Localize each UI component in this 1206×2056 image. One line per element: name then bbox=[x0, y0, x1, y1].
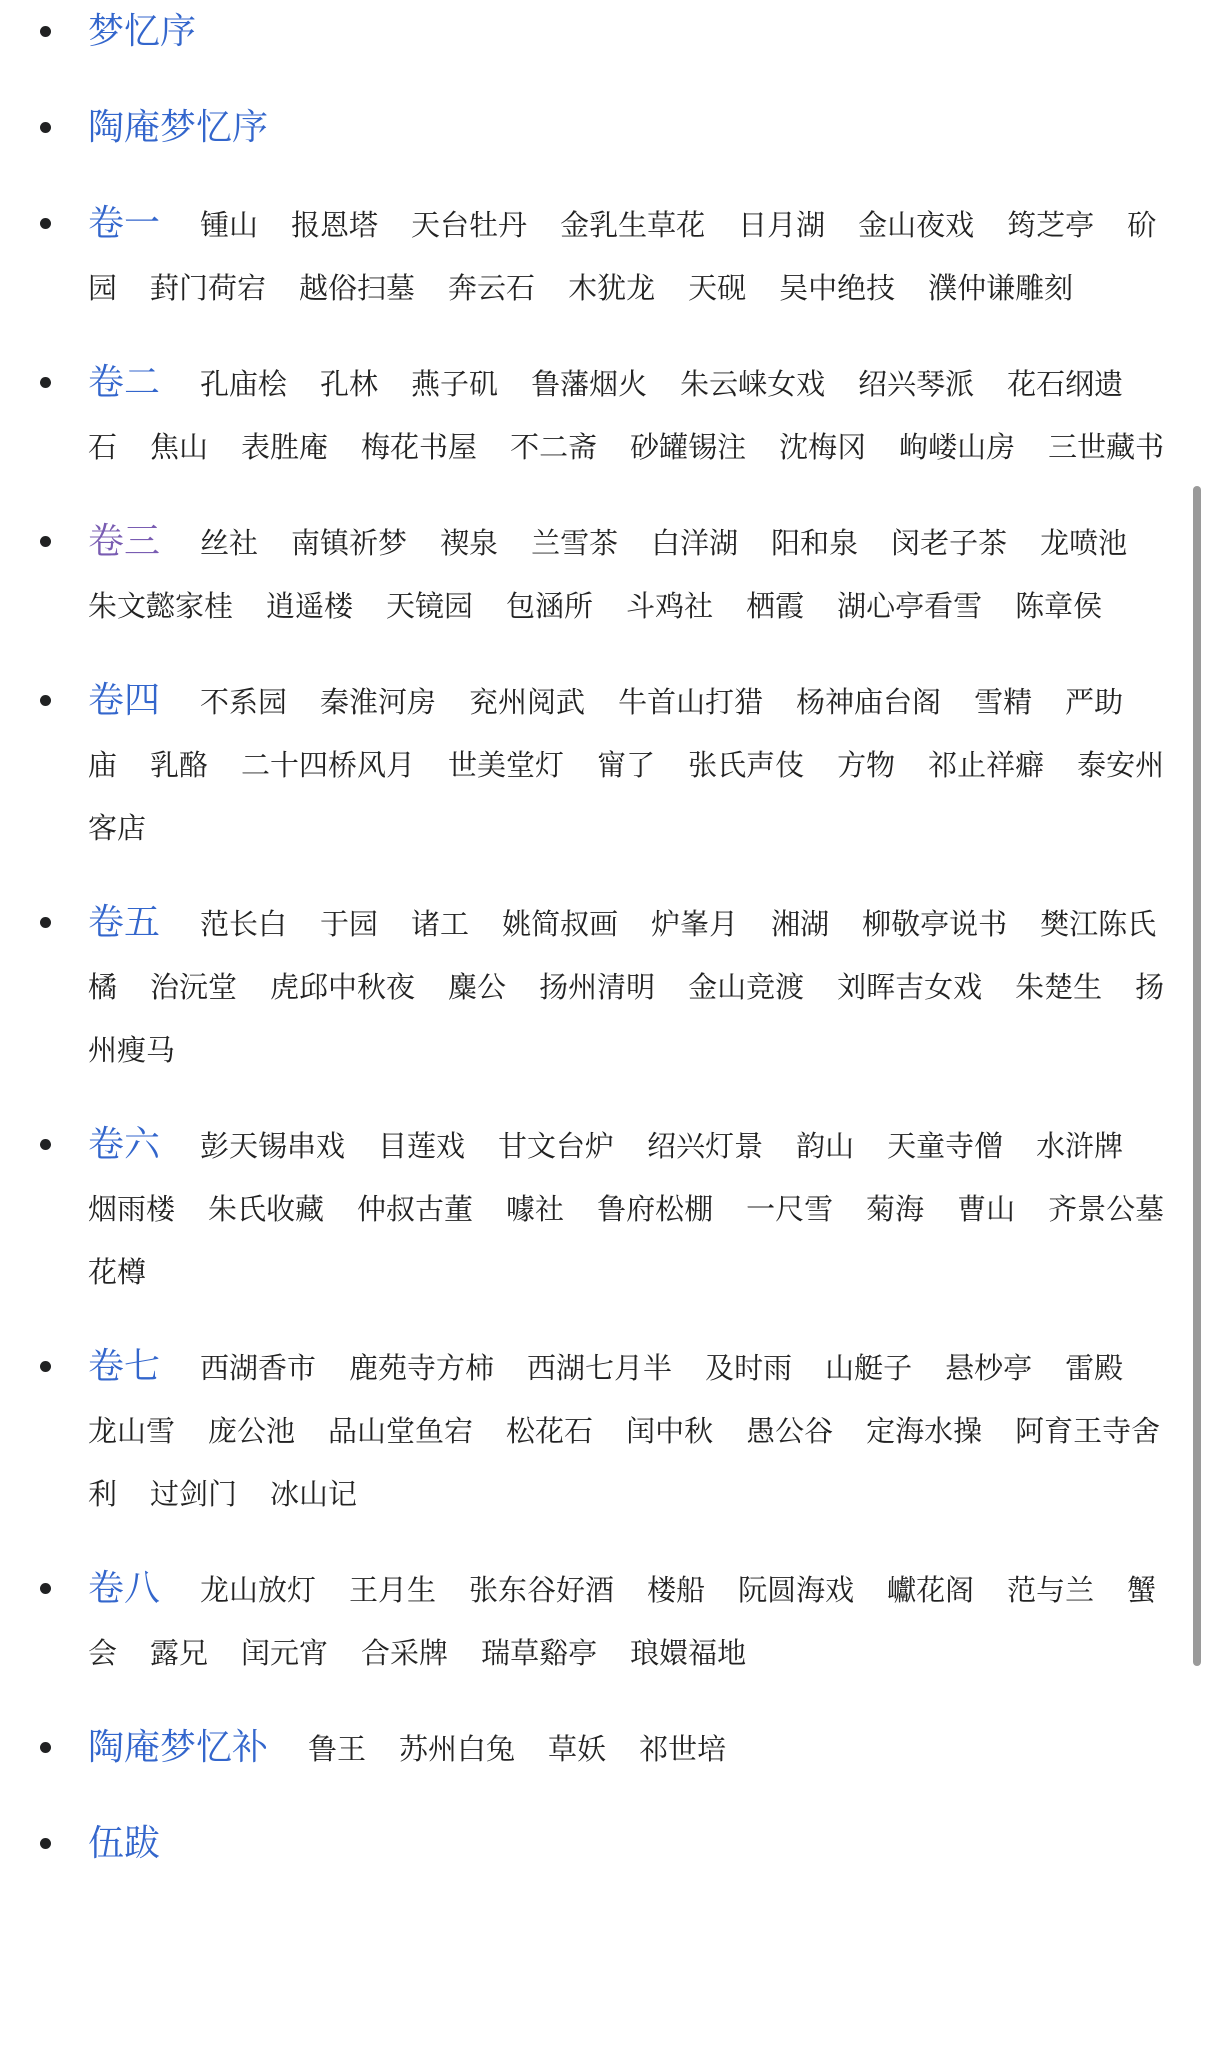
chapter-title: 过剑门 bbox=[150, 1477, 238, 1511]
chapter-title: 悬杪亭 bbox=[945, 1351, 1033, 1385]
chapter-title: 金乳生草花 bbox=[560, 208, 706, 242]
chapter-title: 姚简叔画 bbox=[502, 907, 619, 941]
chapter-title: 木犹龙 bbox=[568, 271, 656, 305]
chapter-title: 金山夜戏 bbox=[858, 208, 975, 242]
chapter-title: 露兄 bbox=[150, 1636, 209, 1670]
chapter-title: 秦淮河房 bbox=[320, 685, 437, 719]
chapter-title: 表胜庵 bbox=[241, 430, 329, 464]
chapter-title: 烟雨楼 bbox=[88, 1192, 176, 1226]
toc-item bbox=[0, 351, 1206, 479]
chapter-title: 不系园 bbox=[200, 685, 288, 719]
chapter-title: 松花石 bbox=[506, 1414, 594, 1448]
list-bullet-icon bbox=[40, 1742, 51, 1753]
chapter-title: 张氏声伎 bbox=[688, 748, 805, 782]
chapter-title: 三世藏书 bbox=[1048, 430, 1165, 464]
chapter-title: 朱氏收藏 bbox=[208, 1192, 325, 1226]
chapter-title: 砂罐锡注 bbox=[630, 430, 747, 464]
chapter-title: 鲁府松棚 bbox=[597, 1192, 714, 1226]
list-bullet-icon bbox=[40, 218, 51, 229]
chapter-title: 吴中绝技 bbox=[779, 271, 896, 305]
list-bullet-icon bbox=[40, 122, 51, 133]
chapter-title: 焦山 bbox=[150, 430, 209, 464]
chapter-title: 山艇子 bbox=[825, 1351, 913, 1385]
chapter-title: 阳和泉 bbox=[771, 526, 859, 560]
chapter-title: 鲁藩烟火 bbox=[531, 367, 648, 401]
chapter-title: 龙喷池 bbox=[1040, 526, 1128, 560]
list-bullet-icon bbox=[40, 536, 51, 547]
chapter-title: 绍兴琴派 bbox=[858, 367, 975, 401]
chapter-title: 斗鸡社 bbox=[626, 589, 714, 623]
chapter-title: 鲁王 bbox=[308, 1732, 367, 1766]
chapter-title: 砎园 bbox=[88, 208, 1157, 305]
chapter-title: 龙山放灯 bbox=[200, 1573, 317, 1607]
chapter-title: 锺山 bbox=[200, 208, 259, 242]
chapter-title: 禊泉 bbox=[440, 526, 499, 560]
toc-item bbox=[0, 96, 1206, 161]
toc-item bbox=[0, 0, 1206, 65]
chapter-title: 泰安州客店 bbox=[88, 748, 1165, 845]
volume-link[interactable]: 卷二 bbox=[88, 362, 161, 403]
chapter-title: 兖州阅武 bbox=[469, 685, 586, 719]
chapter-title: 楼船 bbox=[647, 1573, 706, 1607]
chapter-title: 越俗扫墓 bbox=[299, 271, 416, 305]
chapter-title: 沈梅冈 bbox=[779, 430, 867, 464]
chapter-title: 雪精 bbox=[974, 685, 1033, 719]
chapter-title: 日月湖 bbox=[738, 208, 826, 242]
chapter-title: 目莲戏 bbox=[378, 1129, 466, 1163]
chapter-title: 阿育王寺舍利 bbox=[88, 1414, 1161, 1511]
chapter-title: 奔云石 bbox=[448, 271, 536, 305]
chapter-title: 诸工 bbox=[411, 907, 470, 941]
chapter-title: 刘晖吉女戏 bbox=[837, 970, 983, 1004]
chapter-title: 湘湖 bbox=[771, 907, 830, 941]
chapter-title: 张东谷好酒 bbox=[469, 1573, 615, 1607]
chapter-title: 品山堂鱼宕 bbox=[328, 1414, 474, 1448]
chapter-title: 庞公池 bbox=[208, 1414, 296, 1448]
list-bullet-icon bbox=[40, 377, 51, 388]
chapter-title: 葑门荷宕 bbox=[150, 271, 267, 305]
chapter-title: 孔林 bbox=[320, 367, 379, 401]
chapter-title: 蟹会 bbox=[88, 1573, 1157, 1670]
chapter-title: 天童寺僧 bbox=[887, 1129, 1004, 1163]
volume-link[interactable]: 卷五 bbox=[88, 902, 161, 943]
chapter-title: 虎邱中秋夜 bbox=[270, 970, 416, 1004]
chapter-title: 甘文台炉 bbox=[498, 1129, 615, 1163]
chapter-title: 王月生 bbox=[349, 1573, 437, 1607]
chapter-title: 草妖 bbox=[548, 1732, 607, 1766]
chapter-title: 天台牡丹 bbox=[411, 208, 528, 242]
chapter-title: 天镜园 bbox=[386, 589, 474, 623]
chapter-title: 方物 bbox=[837, 748, 896, 782]
chapter-title: 报恩塔 bbox=[291, 208, 379, 242]
chapter-title: 栖霞 bbox=[746, 589, 805, 623]
chapter-title: 噱社 bbox=[506, 1192, 565, 1226]
chapter-title: 天砚 bbox=[688, 271, 747, 305]
vertical-scrollbar[interactable] bbox=[1193, 486, 1201, 1666]
chapter-title: 苏州白兔 bbox=[399, 1732, 516, 1766]
chapter-title: 范长白 bbox=[200, 907, 288, 941]
chapter-title: 西湖香市 bbox=[200, 1351, 317, 1385]
toc-item bbox=[0, 510, 1206, 638]
volume-link[interactable]: 卷六 bbox=[88, 1124, 161, 1165]
chapter-title: 扬州清明 bbox=[539, 970, 656, 1004]
chapter-title: 冰山记 bbox=[270, 1477, 358, 1511]
chapter-title: 朱楚生 bbox=[1015, 970, 1103, 1004]
chapter-title: 濮仲谦雕刻 bbox=[928, 271, 1074, 305]
chapter-title: 朱文懿家桂 bbox=[88, 589, 234, 623]
chapter-title: 鹿苑寺方柿 bbox=[349, 1351, 495, 1385]
chapter-title: 丝社 bbox=[200, 526, 259, 560]
chapter-title: 一尺雪 bbox=[746, 1192, 834, 1226]
chapter-title: 愚公谷 bbox=[746, 1414, 834, 1448]
chapter-title: 菊海 bbox=[866, 1192, 925, 1226]
list-bullet-icon bbox=[40, 695, 51, 706]
chapter-title: 牛首山打猎 bbox=[618, 685, 764, 719]
chapter-title: 琅嬛福地 bbox=[630, 1636, 747, 1670]
toc-item bbox=[0, 891, 1206, 1082]
list-bullet-icon bbox=[40, 1361, 51, 1372]
chapter-title: 花石纲遗石 bbox=[88, 367, 1124, 464]
chapter-title: 曹山 bbox=[957, 1192, 1016, 1226]
list-bullet-icon bbox=[40, 1838, 51, 1849]
chapter-title: 闰中秋 bbox=[626, 1414, 714, 1448]
volume-link[interactable]: 伍跋 bbox=[88, 1823, 161, 1864]
chapter-title: 闰元宵 bbox=[241, 1636, 329, 1670]
chapter-title: 祁世培 bbox=[639, 1732, 727, 1766]
toc-item bbox=[0, 669, 1206, 860]
chapter-title: 湖心亭看雪 bbox=[837, 589, 983, 623]
chapter-title: 樊江陈氏橘 bbox=[88, 907, 1157, 1004]
chapter-title: 治沅堂 bbox=[150, 970, 238, 1004]
chapter-title: 西湖七月半 bbox=[527, 1351, 673, 1385]
chapter-title: 朱云崃女戏 bbox=[680, 367, 826, 401]
volume-link[interactable]: 卷三 bbox=[88, 521, 161, 562]
chapter-title: 仲叔古董 bbox=[357, 1192, 474, 1226]
chapter-title: 祁止祥癖 bbox=[928, 748, 1045, 782]
chapter-title: 严助庙 bbox=[88, 685, 1124, 782]
chapter-title: 闵老子茶 bbox=[891, 526, 1008, 560]
toc-item bbox=[0, 1335, 1206, 1526]
chapter-title: 阮圆海戏 bbox=[738, 1573, 855, 1607]
chapter-title: 扬州瘦马 bbox=[88, 970, 1165, 1067]
chapter-title: 兰雪茶 bbox=[531, 526, 619, 560]
chapter-title: 筠芝亭 bbox=[1007, 208, 1095, 242]
chapter-title: 南镇祈梦 bbox=[291, 526, 408, 560]
chapter-title: 绍兴灯景 bbox=[647, 1129, 764, 1163]
chapter-title: 不二斋 bbox=[510, 430, 598, 464]
volume-link[interactable]: 卷七 bbox=[88, 1346, 161, 1387]
list-bullet-icon bbox=[40, 917, 51, 928]
toc-item bbox=[0, 1716, 1206, 1781]
volume-link[interactable]: 陶庵梦忆序 bbox=[88, 107, 269, 148]
chapter-title: 乳酪 bbox=[150, 748, 209, 782]
chapter-title: 合采牌 bbox=[361, 1636, 449, 1670]
toc-item bbox=[0, 1113, 1206, 1304]
chapter-title: 于园 bbox=[320, 907, 379, 941]
chapter-title: 杨神庙台阁 bbox=[796, 685, 942, 719]
chapter-title: 巘花阁 bbox=[887, 1573, 975, 1607]
volume-link[interactable]: 陶庵梦忆补 bbox=[88, 1727, 269, 1768]
chapter-title: 范与兰 bbox=[1007, 1573, 1095, 1607]
list-bullet-icon bbox=[40, 1139, 51, 1150]
chapter-title: 彭天锡串戏 bbox=[200, 1129, 346, 1163]
chapter-title: 包涵所 bbox=[506, 589, 594, 623]
volume-link[interactable]: 卷八 bbox=[88, 1568, 161, 1609]
chapter-title: 定海水操 bbox=[866, 1414, 983, 1448]
chapter-title: 及时雨 bbox=[705, 1351, 793, 1385]
list-bullet-icon bbox=[40, 1583, 51, 1594]
chapter-title: 麋公 bbox=[448, 970, 507, 1004]
chapter-title: 瑞草谿亭 bbox=[481, 1636, 598, 1670]
chapter-title: 齐景公墓花樽 bbox=[88, 1192, 1165, 1289]
chapter-title: 柳敬亭说书 bbox=[862, 907, 1008, 941]
toc-item bbox=[0, 1812, 1206, 1877]
chapter-title: 岣嵝山房 bbox=[899, 430, 1016, 464]
chapter-title: 甯了 bbox=[597, 748, 656, 782]
toc-item bbox=[0, 1557, 1206, 1685]
toc-item bbox=[0, 192, 1206, 320]
chapter-title: 燕子矶 bbox=[411, 367, 499, 401]
volume-link[interactable]: 卷一 bbox=[88, 203, 161, 244]
chapter-title: 韵山 bbox=[796, 1129, 855, 1163]
chapter-title: 白洋湖 bbox=[651, 526, 739, 560]
chapter-title: 水浒牌 bbox=[1036, 1129, 1124, 1163]
chapter-title: 金山竞渡 bbox=[688, 970, 805, 1004]
chapter-title: 孔庙桧 bbox=[200, 367, 288, 401]
list-bullet-icon bbox=[40, 26, 51, 37]
chapter-title: 龙山雪 bbox=[88, 1414, 176, 1448]
volume-link[interactable]: 卷四 bbox=[88, 680, 161, 721]
chapter-title: 雷殿 bbox=[1065, 1351, 1124, 1385]
volume-link[interactable]: 梦忆序 bbox=[88, 11, 197, 52]
chapter-title: 陈章侯 bbox=[1015, 589, 1103, 623]
chapter-title: 逍遥楼 bbox=[266, 589, 354, 623]
chapter-title: 世美堂灯 bbox=[448, 748, 565, 782]
chapter-title: 二十四桥风月 bbox=[241, 748, 416, 782]
chapter-title: 炉峯月 bbox=[651, 907, 739, 941]
chapter-title: 梅花书屋 bbox=[361, 430, 478, 464]
